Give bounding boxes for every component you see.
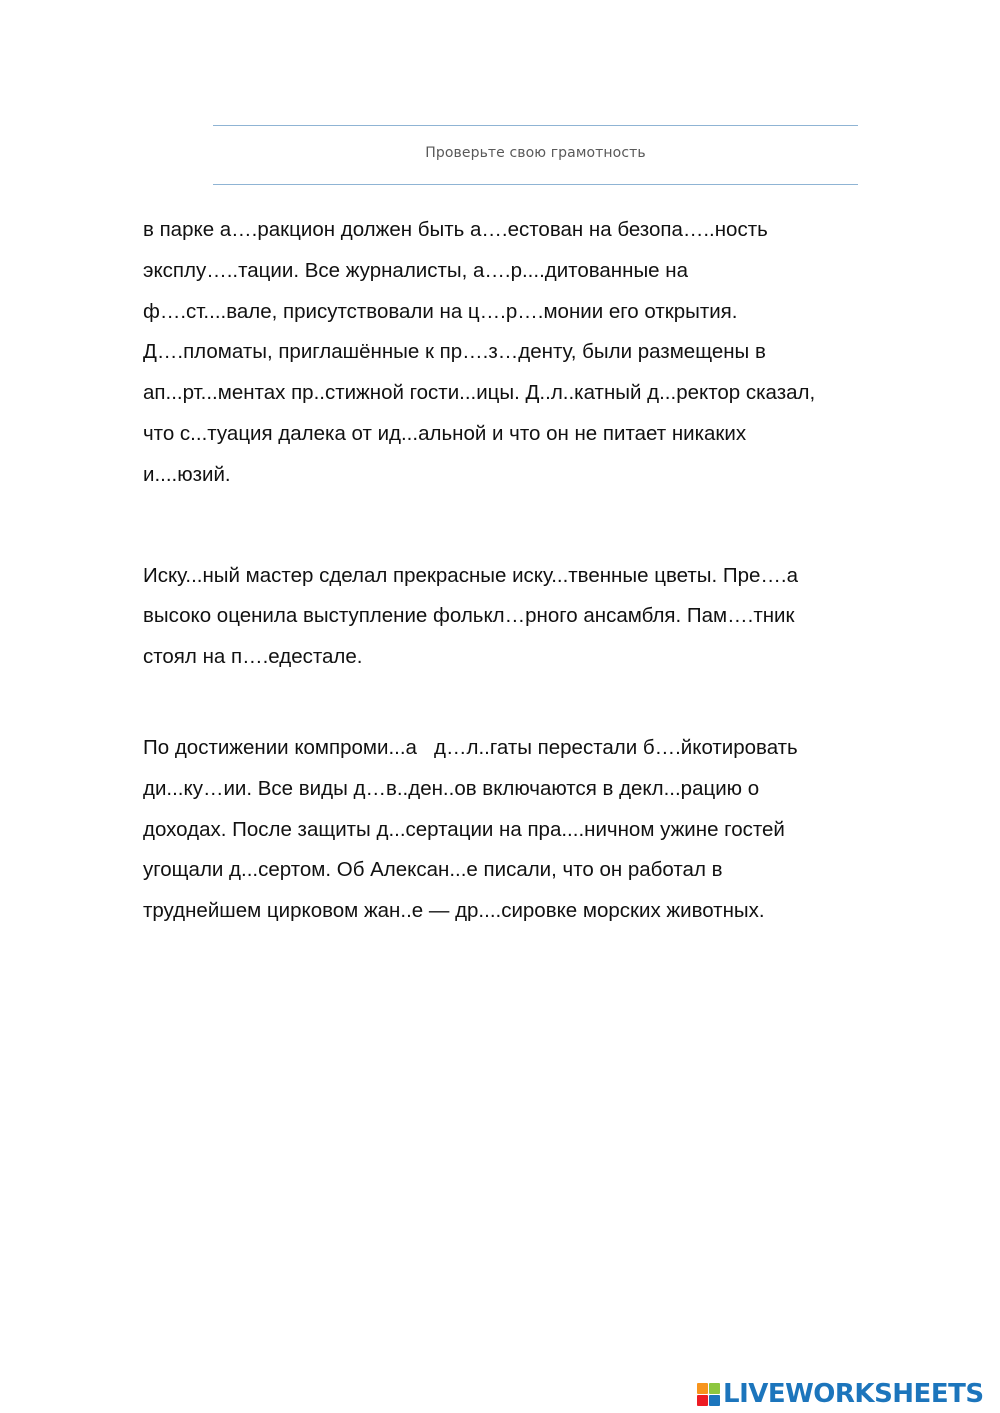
text-line: Д….пломаты, приглашённые к пр….з…денту, были размещены в: [143, 340, 766, 364]
text-line: что с...туация далека от ид...альной и что он не питает никаких: [143, 421, 747, 445]
paragraph-3: [143, 728, 933, 932]
liveworksheets-logo[interactable]: [697, 1379, 984, 1409]
logo-mark-icon: [697, 1383, 720, 1406]
text-line: в парке а….ракцион должен быть а….естован на безопа…..ность: [143, 218, 768, 241]
text-line: и....юзий.: [143, 462, 231, 486]
text-line: ф….ст....вале, присутствовали на ц….р….монии его открытия.: [143, 299, 738, 323]
text-line: доходах. После защиты д...сертации на пра....ничном ужине гостей: [143, 817, 785, 841]
page-header: [213, 125, 858, 185]
paragraph-1: [143, 210, 933, 496]
logo-square: [709, 1383, 720, 1394]
text-line: ап...рт...ментах пр..стижной гости...ицы. Д..л..катный д...ректор сказал,: [143, 381, 816, 405]
text-line: стоял на п….едестале.: [143, 645, 363, 669]
logo-text: LIVEWORKSHEETS: [723, 1379, 984, 1409]
logo-square: [697, 1383, 708, 1394]
text-line: угощали д...сертом. Об Алексан...е писали, что он работал в: [143, 858, 723, 882]
paragraph-2: [143, 556, 933, 678]
text-line: По достижении компроми...а д…л..гаты перестали б….йкотировать: [143, 735, 798, 759]
page-title: Проверьте свою грамотность: [425, 145, 646, 161]
text-line: высоко оценила выступление фолькл…рного ансамбля. Пам….тник: [143, 604, 795, 628]
text-line: эксплу…..тации. Все журналисты, а….р....дитованные на: [143, 258, 689, 282]
logo-square: [709, 1395, 720, 1406]
text-line: Иску...ный мастер сделал прекрасные иску...твенные цветы. Пре….а: [143, 563, 798, 587]
text-line: ди...ку…ии. Все виды д…в..ден..ов включаются в декл...рацию о: [143, 776, 760, 800]
logo-square: [697, 1395, 708, 1406]
worksheet-content: [143, 210, 933, 932]
text-line: труднейшем цирковом жан..е — др....сировке морских животных.: [143, 899, 765, 923]
